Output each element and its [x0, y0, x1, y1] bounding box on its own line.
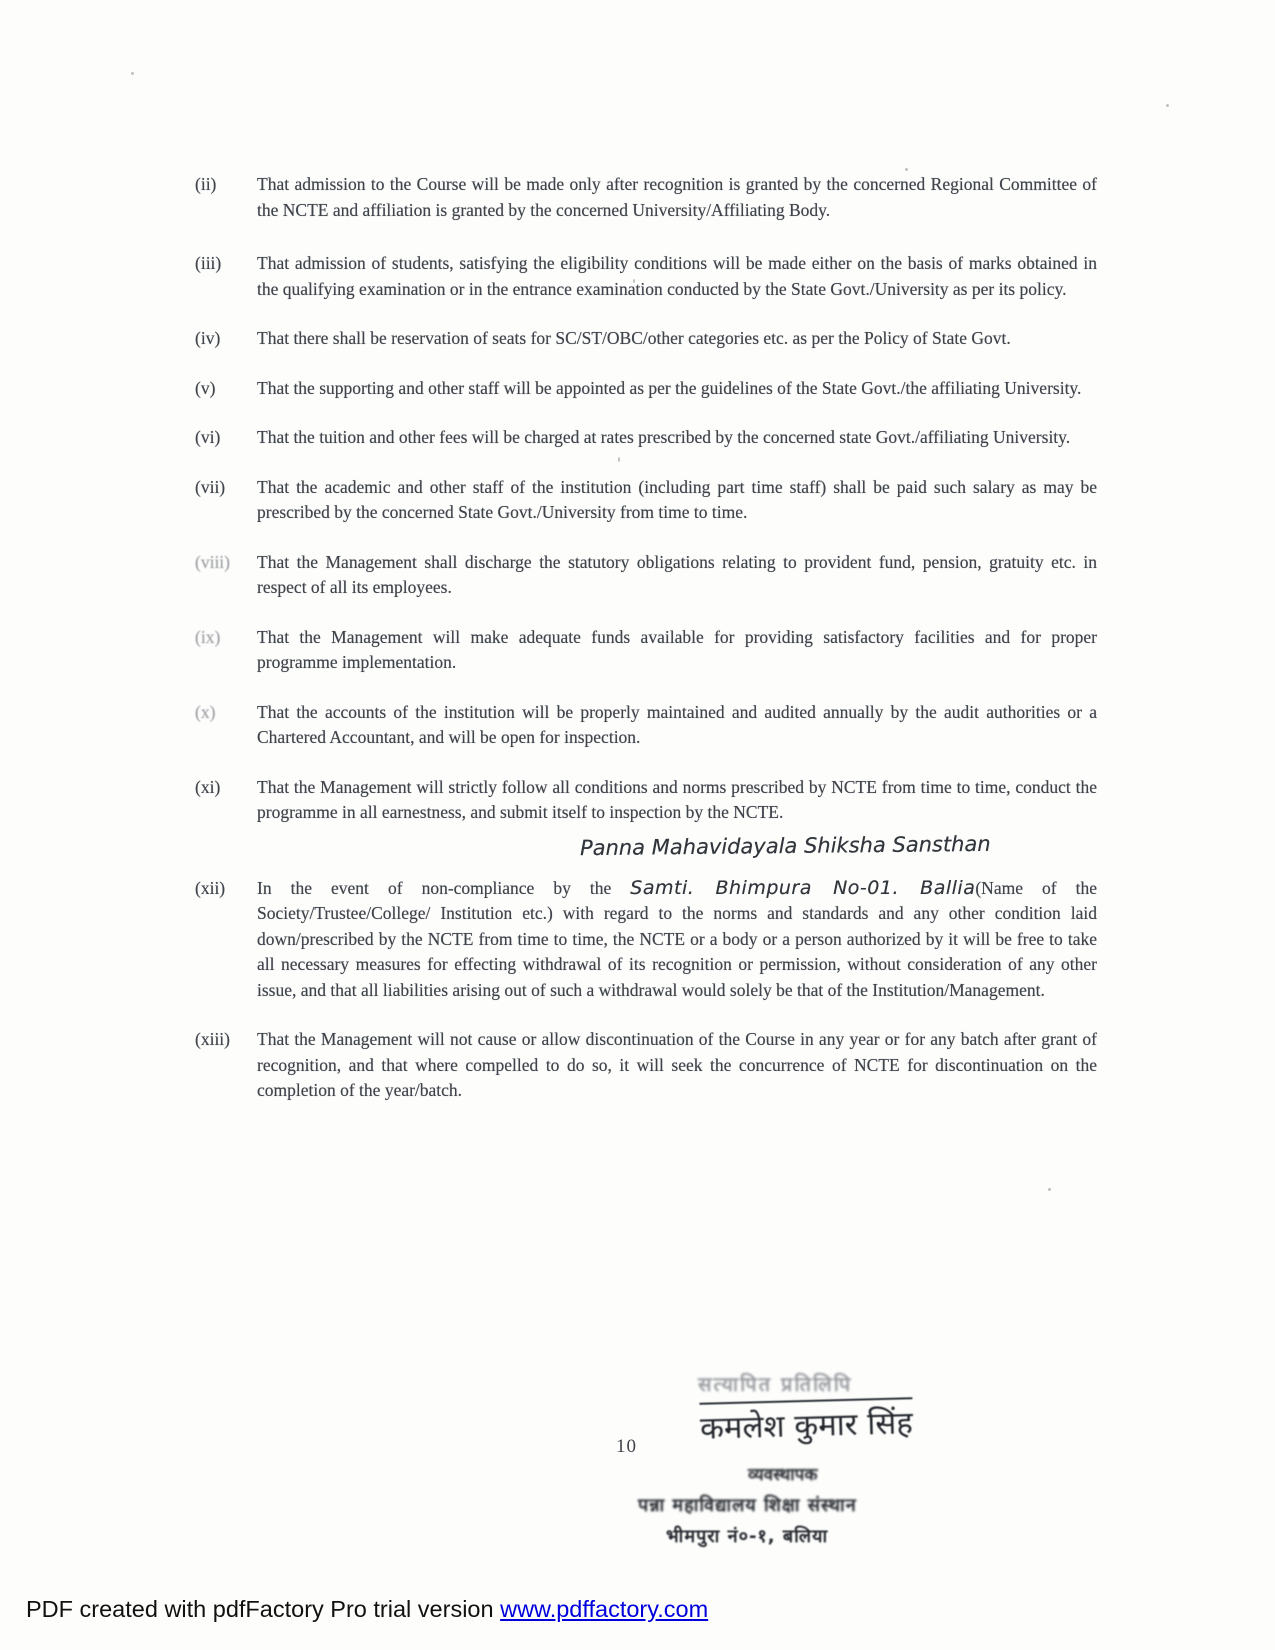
condition-item-x [195, 700, 1097, 751]
handwritten-annotation-row [195, 826, 1097, 876]
condition-item-viii [195, 550, 1097, 601]
handwritten-institute-name: Panna Mahavidayala Shiksha Sansthan [579, 831, 991, 860]
condition-text: That the accounts of the institution will be properly maintained and audited annually by the audit authorities or a Chartered Accountant, and will be open for inspection. [257, 701, 1097, 747]
designation-stamp: व्यवस्थापक [748, 1465, 818, 1485]
organization-stamp: पन्ना महाविद्यालय शिक्षा संस्थान [638, 1495, 857, 1516]
conditions-list [195, 172, 1097, 1128]
condition-item-xiii [195, 1027, 1097, 1104]
address-stamp: भीमपुरा नं०-१, बलिया [666, 1526, 829, 1547]
pdffactory-link[interactable]: www.pdffactory.com [500, 1596, 709, 1622]
condition-text: That admission to the Course will be made only after recognition is granted by the concerned Regional Committee of the NCTE and affiliation is granted by the concerned University/Affiliating Body. [257, 174, 1097, 220]
condition-text: That the Management shall discharge the statutory obligations relating to provident fund, pension, gratuity etc. in respect of all its employees. [257, 551, 1097, 597]
pdffactory-footer [26, 1596, 708, 1623]
condition-number: (ix) [195, 626, 221, 647]
scan-speck [905, 168, 908, 171]
condition-text: That admission of students, satisfying the eligibility conditions will be made either on the basis of marks obtained in the qualifying examination or in the entrance examination conducted by the State Govt./University as per its policy. [257, 253, 1097, 299]
condition-number: (xii) [195, 877, 226, 898]
condition-text: That there shall be reservation of seats for SC/ST/OBC/other categories etc. as per the Policy of State Govt. [257, 328, 1011, 348]
condition-item-vi [195, 425, 1097, 451]
scan-speck [131, 72, 134, 75]
condition-text: That the Management will strictly follow all conditions and norms prescribed by NCTE from time to time, conduct the programme in all earnestness, and submit itself to inspection by the NCTE. [257, 776, 1097, 822]
condition-item-xi [195, 775, 1097, 826]
scan-speck [1166, 104, 1169, 107]
condition-text: That the Management will not cause or allow discontinuation of the Course in any year or for any batch after grant of recognition, and that where compelled to do so, it will seek the concurrence of NCTE for discontinuation on the completion of the year/batch. [257, 1029, 1097, 1100]
manager-signature: कमलेश कुमार सिंह [699, 1397, 913, 1449]
condition-text: That the academic and other staff of the institution (including part time staff) shall be paid such salary as may be prescribed by the concerned State Govt./University from time to time. [257, 476, 1097, 522]
footer-text: PDF created with pdfFactory Pro trial version [26, 1596, 501, 1622]
condition-text-before: In the event of non-compliance by the [257, 877, 631, 898]
condition-number: (x) [195, 701, 216, 722]
condition-item-ii [195, 172, 1097, 223]
scan-speck [1048, 1188, 1051, 1191]
condition-number: (iv) [195, 328, 221, 348]
condition-item-xii [195, 876, 1097, 1004]
condition-number: (vii) [195, 476, 226, 497]
condition-item-iv [195, 326, 1097, 352]
attested-copy-stamp: सत्यापित प्रतिलिपि [698, 1372, 853, 1396]
condition-text: That the supporting and other staff will be appointed as per the guidelines of the State Govt./the affiliating University. [257, 377, 1082, 398]
condition-number: (iii) [195, 253, 222, 273]
condition-number: (xiii) [195, 1029, 230, 1049]
condition-item-v [195, 376, 1097, 402]
condition-text-after: (Name of the Society/Trustee/College/ Institution etc.) with regard to the norms and standards and any other condition laid down/prescribed by the NCTE from time to time, the NCTE or a body or a person authorized by it will be free to take all necessary measures for effecting withdrawal of its recognition or permission, without consideration of any other issue, and that all liabilities arising out of such a withdrawal would solely be that of the Institution/Management. [257, 877, 1097, 1000]
condition-item-vii [195, 475, 1097, 526]
page-number: 10 [616, 1436, 637, 1457]
condition-number: (vi) [195, 427, 221, 447]
condition-text: That the Management will make adequate funds available for providing satisfactory facilities and for proper programme implementation. [257, 626, 1097, 672]
condition-text: That the tuition and other fees will be charged at rates prescribed by the concerned state Govt./affiliating University. [257, 427, 1071, 447]
condition-item-iii [195, 251, 1097, 302]
condition-text [257, 876, 1097, 1004]
condition-number: (xi) [195, 776, 221, 797]
condition-number: (viii) [195, 551, 230, 572]
condition-number: (v) [195, 377, 216, 398]
condition-item-ix [195, 625, 1097, 676]
condition-number: (ii) [195, 174, 217, 194]
handwritten-society-name: Samti. Bhimpura No-01. Ballia [630, 876, 976, 899]
